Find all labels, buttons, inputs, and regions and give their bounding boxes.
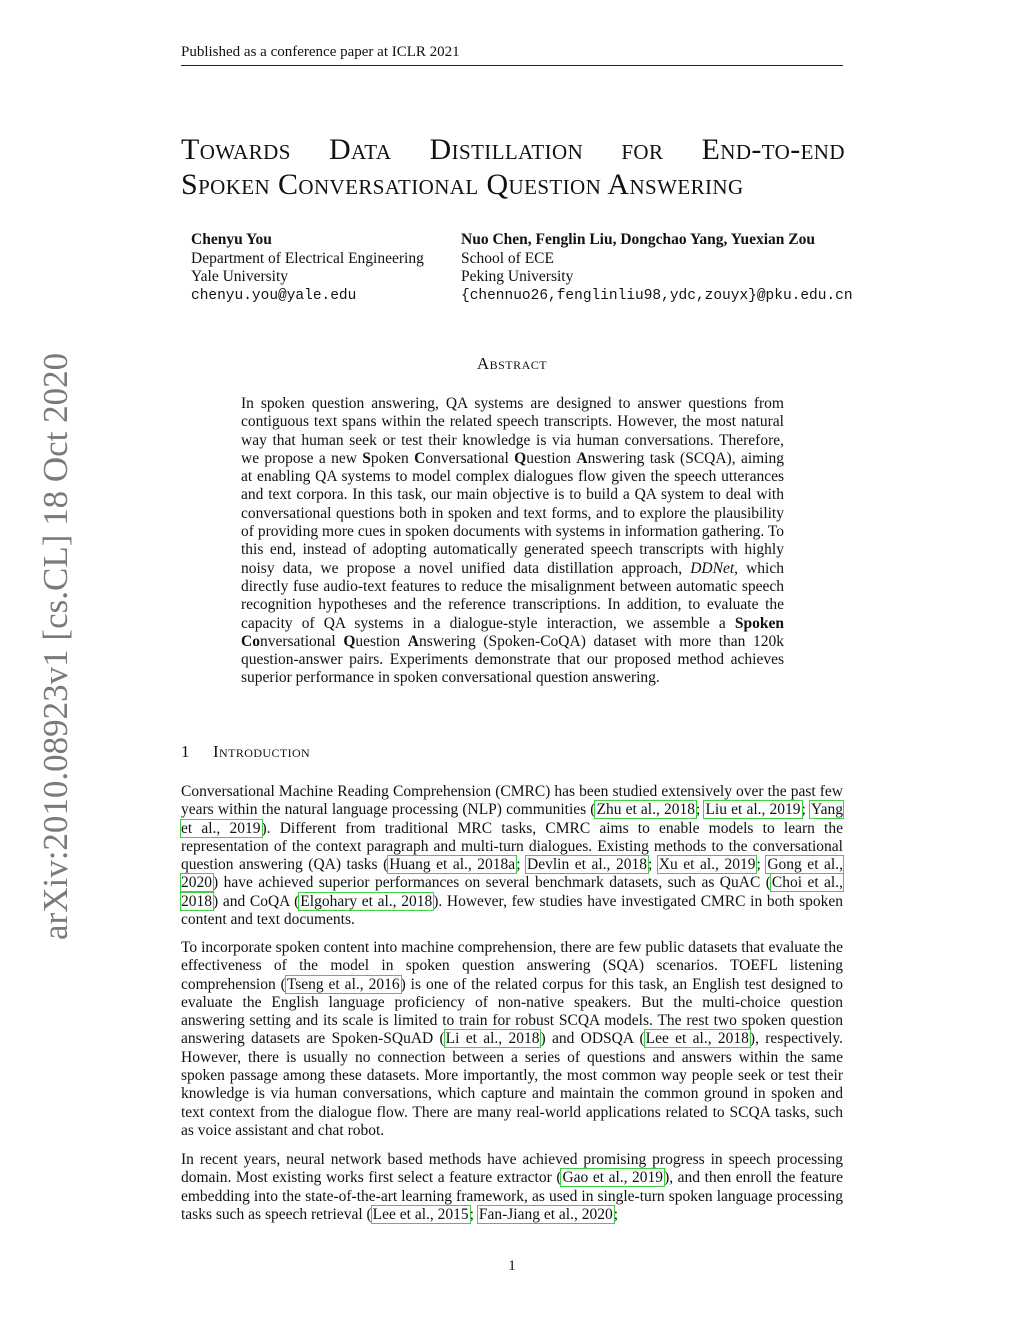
abstract-text: In spoken question answering, QA systems are designed to answer questions from contiguous text spans within the related speech transcripts. However, the most natural way that human seek or test their knowledge is via human conversations. Therefore, we propose a new: [241, 395, 784, 467]
abstract-text: uestion: [526, 449, 577, 467]
abstract-bold: A: [576, 449, 588, 467]
intro-paragraph-3: [181, 1151, 843, 1224]
abstract-text: nswering task (SCQA), aiming at enabling QA systems to model complex dialogues flow given the speech utterances and text corpora. In this task, our main objective is to build a QA system to deal with conversational questions both in spoken and text forms, and to explore the plausibility of providing more cues in spoken documents with systems in information gathering. To this end, instead of adopting automatically generated speech transcripts with highly noisy data, we propose a novel unified data distillation approach,: [241, 449, 784, 577]
author-name: Chenyu You: [191, 231, 272, 248]
para-text: ;: [647, 856, 658, 874]
author-dept: Department of Electrical Engineering: [191, 249, 424, 267]
author-name: Nuo Chen, Fenglin Liu, Dongchao Yang, Yuexian Zou: [461, 231, 816, 248]
para-text: ;: [696, 801, 705, 819]
paper-title: [181, 132, 845, 202]
citation-link[interactable]: Tseng et al., 2016: [286, 975, 400, 993]
citation-link[interactable]: Choi et al., 2018: [181, 874, 843, 910]
citation-link[interactable]: Xu et al., 2019: [658, 856, 756, 874]
page-number: 1: [508, 1258, 516, 1274]
citation-link[interactable]: Li et al., 2018: [445, 1030, 540, 1048]
abstract-heading: Abstract: [476, 354, 548, 373]
title-word: Data: [328, 133, 392, 166]
abstract-bold: Q: [514, 449, 527, 467]
title-word: End-to-end: [701, 133, 845, 166]
abstract-text: , which directly fuse audio-text features to reduce the misalignment between automatic speech recognition hypotheses and the reference transcriptions. In addition, to evaluate the capacity of QA systems in a dialogue-style interaction, we assemble a: [241, 559, 784, 632]
title-line-1: [181, 132, 845, 167]
running-head: Published as a conference paper at ICLR 2021: [181, 44, 843, 66]
arxiv-stamp: arXiv:2010.08923v1 [cs.CL] 18 Oct 2020: [36, 352, 75, 940]
para-text: ), respectively. However, there is usually no connection between a series of questions and answers within the same spoken passage among these datasets. More importantly, the most common way people seek or test their knowledge is via human conversations, which capture and maintain the common ground in spoken and text context from the dialogue flow. There are many real-world applications related to SCQA tasks, such as voice assistant and chat robot.: [181, 1030, 843, 1139]
para-text: ;: [613, 1205, 619, 1223]
citation-link[interactable]: Fan-Jiang et al., 2020: [478, 1205, 613, 1223]
section-title: Introduction: [213, 742, 311, 761]
abstract-italic: DDNet: [690, 559, 735, 577]
para-text: ;: [756, 856, 767, 874]
title-word: Towards: [181, 133, 291, 166]
author-institution: Peking University: [461, 268, 574, 286]
citation-link[interactable]: Devlin et al., 2018: [527, 856, 647, 874]
author-right: [461, 231, 853, 305]
author-email: chenyu.you@yale.edu: [191, 287, 357, 304]
para-text: ) and CoQA (: [213, 892, 300, 910]
abstract-bold: C: [414, 449, 426, 467]
abstract-bold: A: [407, 632, 419, 650]
citation-link[interactable]: Huang et al., 2018a: [389, 856, 516, 874]
title-line-2: Spoken Conversational Question Answering: [181, 168, 744, 201]
para-text: ;: [469, 1205, 478, 1223]
section-number: 1: [181, 742, 190, 761]
abstract-body: [241, 395, 784, 688]
author-email: {chennuo26,fenglinliu98,ydc,zouyx}@pku.edu.cn: [461, 287, 853, 304]
abstract-text: nversational: [259, 632, 344, 650]
para-text: ), and then enroll the feature embedding into the state-of-the-art learning framework, as used in single-turn spoken language processing tasks such as speech retrieval (: [181, 1169, 843, 1223]
abstract-bold: Q: [343, 632, 356, 650]
para-text: Conversational Machine Reading Comprehension (CMRC) has been studied extensively over the past few years within the natural language processing (NLP) communities (: [181, 783, 843, 819]
para-text: ) and ODSQA (: [540, 1030, 645, 1048]
para-text: ). However, few studies have investigated CMRC in both spoken content and text documents.: [181, 892, 843, 929]
author-institution: Yale University: [191, 268, 289, 286]
title-word: for: [621, 133, 664, 166]
para-text: ) have achieved superior performances on several benchmark datasets, such as QuAC (: [213, 874, 771, 892]
para-text: ;: [801, 801, 810, 819]
author-left: [191, 231, 424, 305]
citation-link[interactable]: Yang et al., 2019: [181, 801, 843, 837]
abstract-bold: Spoken Co: [241, 614, 784, 650]
citation-link[interactable]: Gao et al., 2019: [562, 1169, 664, 1187]
para-text: ;: [516, 856, 527, 874]
citation-link[interactable]: Lee et al., 2018: [645, 1030, 749, 1048]
author-dept: School of ECE: [461, 249, 554, 267]
intro-paragraph-1: [181, 783, 843, 929]
citation-link[interactable]: Lee et al., 2015: [372, 1205, 469, 1223]
intro-paragraph-2: [181, 939, 843, 1140]
section-heading: [181, 742, 310, 762]
para-text: To incorporate spoken content into machine comprehension, there are few public datasets that evaluate the effectiveness of the model in spoken question answering (SQA) scenarios. TOEFL listening comprehension (: [181, 939, 843, 993]
para-text: ) is one of the related corpus for this task, an English test designed to evaluate the English language proficiency of non-native speakers. But the multi-choice question answering setting and its scale is limited to train for robust SCQA models. The rest two spoken question answering datasets are Spoken-SQuAD (: [181, 975, 844, 1048]
abstract-text: poken: [370, 449, 415, 467]
citation-link[interactable]: Elgohary et al., 2018: [300, 892, 433, 910]
abstract-text: nswering (Spoken-CoQA) dataset with more than 120k question-answer pairs. Experiments demonstrate that our proposed method achieves superior performance in spoken conversational question answering.: [241, 632, 784, 687]
citation-link[interactable]: Liu et al., 2019: [705, 801, 801, 819]
title-word: Distillation: [429, 133, 584, 166]
citation-link[interactable]: Zhu et al., 2018: [596, 801, 695, 819]
abstract-text: onversational: [425, 449, 515, 467]
para-text: ). Different from traditional MRC tasks, CMRC aims to enable models to learn the representation of the context paragraph and multi-turn dialogues. Existing methods to the conversational question answering (QA) tasks (: [181, 819, 843, 874]
citation-link[interactable]: Gong et al., 2020: [181, 856, 843, 892]
abstract-text: uestion: [355, 632, 408, 650]
abstract-bold: S: [362, 449, 371, 467]
para-text: In recent years, neural network based methods have achieved promising progress in speech processing domain. Most existing works first select a feature extractor (: [181, 1151, 843, 1187]
